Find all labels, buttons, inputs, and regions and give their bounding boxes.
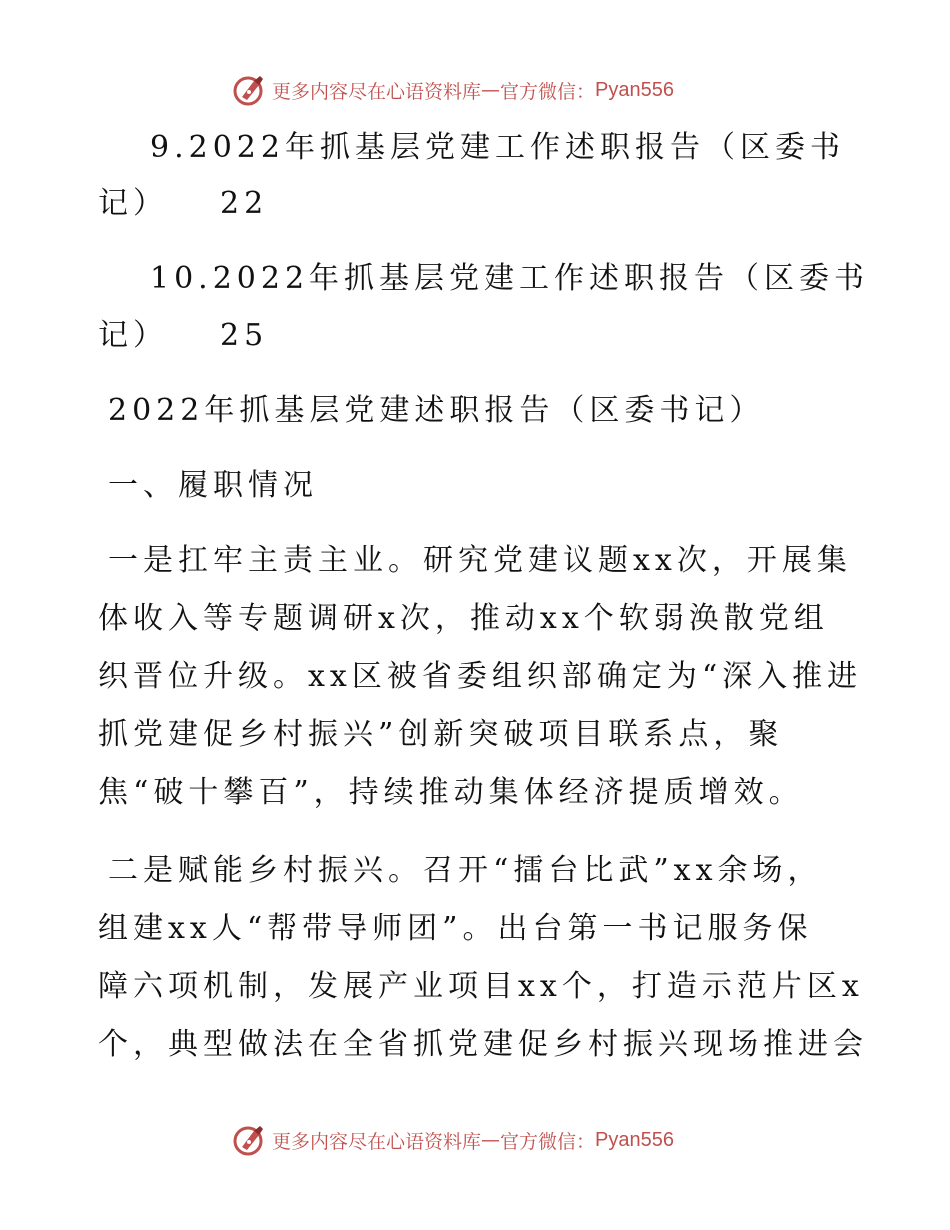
paragraph2-line: 障六项机制，发展产业项目xx个，打造示范片区x bbox=[98, 969, 864, 1004]
watermark-account: Pyan556 bbox=[595, 78, 674, 101]
watermark-separator: — bbox=[481, 79, 501, 101]
watermark-wechat-label: 官方微信： bbox=[500, 80, 596, 103]
toc-entry-10-line2 bbox=[98, 316, 268, 356]
paragraph2-line: 组建xx人“帮带导师团”。出台第一书记服务保 bbox=[98, 911, 813, 946]
document-title: 2022年抓基层党建述职报告（区委书记） bbox=[108, 393, 765, 428]
toc-entry-9-page: 22 bbox=[220, 186, 269, 221]
watermark-wechat-label: 官方微信： bbox=[500, 1130, 596, 1153]
paragraph1-line: 焦“破十攀百”，持续推动集体经济提质增效。 bbox=[98, 775, 804, 810]
toc-entry-9-line1: 9.2022年抓基层党建工作述职报告（区委书 bbox=[150, 130, 845, 165]
watermark-separator: — bbox=[481, 1129, 501, 1151]
toc-entry-9-text-end: 记） bbox=[98, 186, 168, 221]
paragraph1-line: 一是扛牢主责主业。研究党建议题xx次，开展集 bbox=[108, 543, 852, 578]
watermark-site-text: 更多内容尽在心语资料库 bbox=[272, 80, 482, 103]
toc-entry-9-line2 bbox=[98, 184, 268, 224]
toc-entry-10-page: 25 bbox=[220, 318, 269, 353]
footer-watermark bbox=[232, 1122, 674, 1158]
toc-entry-10-text-end: 记） bbox=[98, 318, 168, 353]
pen-nib-circle-icon bbox=[232, 1123, 266, 1157]
watermark-site-text: 更多内容尽在心语资料库 bbox=[272, 1130, 482, 1153]
watermark-account: Pyan556 bbox=[595, 1128, 674, 1151]
toc-entry-10-line1: 10.2022年抓基层党建工作述职报告（区委书 bbox=[150, 261, 870, 296]
pen-nib-circle-icon bbox=[232, 73, 266, 107]
section-heading: 一、履职情况 bbox=[108, 468, 318, 503]
paragraph2-line: 个，典型做法在全省抓党建促乡村振兴现场推进会 bbox=[98, 1027, 868, 1062]
paragraph1-line: 体收入等专题调研x次，推动xx个软弱涣散党组 bbox=[98, 601, 829, 636]
paragraph2-line: 二是赋能乡村振兴。召开“擂台比武”xx余场， bbox=[108, 853, 823, 888]
paragraph1-line: 织晋位升级。xx区被省委组织部确定为“深入推进 bbox=[98, 659, 863, 694]
paragraph1-line: 抓党建促乡村振兴”创新突破项目联系点，聚 bbox=[98, 717, 784, 752]
header-watermark bbox=[232, 72, 674, 108]
